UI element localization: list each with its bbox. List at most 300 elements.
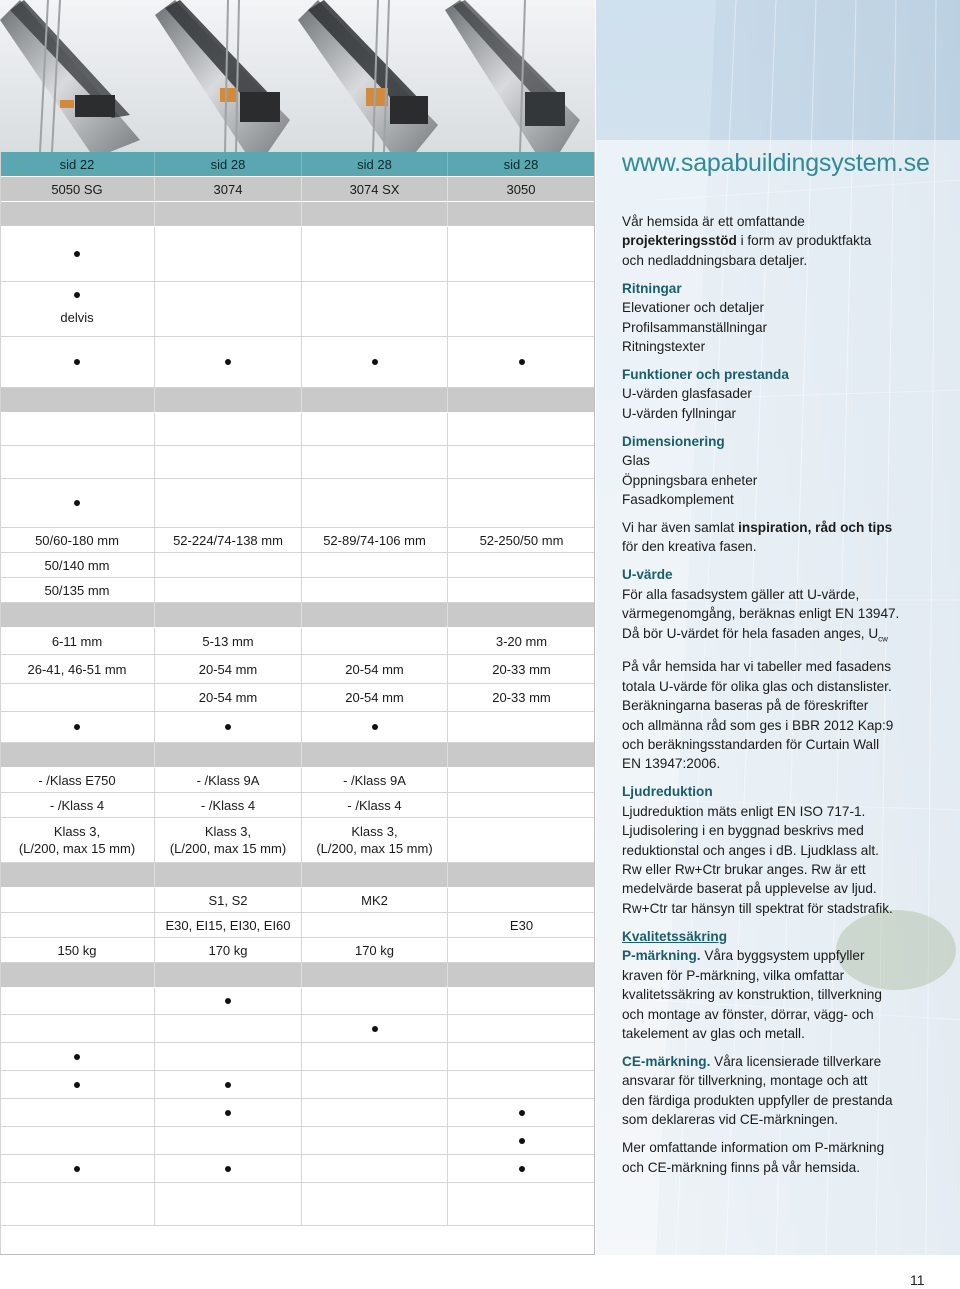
table-row: [0, 793, 595, 818]
uvarde-line: värmegenomgång, beräknas enligt EN 13947.: [622, 606, 900, 622]
table-cell: [155, 1155, 302, 1182]
table-row: [0, 1127, 595, 1155]
table-cell: [0, 202, 155, 226]
table-cell: [155, 1015, 302, 1042]
bullet-dot: [74, 724, 80, 730]
table-cell: [448, 938, 595, 962]
uvarde-heading: U-värde: [622, 567, 673, 583]
table-cell: [155, 628, 302, 654]
text-line: Rw+Ctr tar hänsyn till spektrat för stadstrafik.: [622, 900, 893, 916]
table-cell: [302, 655, 448, 683]
table-row: [0, 1015, 595, 1043]
table-cell: [302, 793, 448, 817]
table-cell: [0, 227, 155, 281]
table-cell: [448, 913, 595, 937]
table-cell: [302, 578, 448, 602]
text-line: Våra licensierade tillverkare: [710, 1053, 882, 1069]
text-line: Mer omfattande information om P-märkning: [622, 1140, 885, 1156]
table-cell: [0, 963, 155, 987]
table-row: [0, 337, 595, 388]
table-cell: [0, 1015, 155, 1042]
table-body: [0, 202, 595, 1226]
cell-text: Klass 3,: [53, 824, 101, 839]
table-cell: [0, 528, 155, 552]
table-cell: [155, 963, 302, 987]
table-section-divider: [0, 743, 595, 768]
table-cell: [448, 1127, 595, 1154]
table-cell: [155, 528, 302, 552]
header-cell: sid 28: [155, 152, 302, 176]
text-line: kvalitetssäkring av konstruktion, tillverkning: [622, 987, 882, 1003]
table-cell: [0, 603, 155, 627]
bullet-dot: [74, 1054, 80, 1060]
bullet-dot: [225, 998, 231, 1004]
cell-text: (L/200, max 15 mm): [18, 841, 136, 856]
table-cell: [0, 888, 155, 912]
intro-bold: projekteringsstöd: [622, 233, 737, 249]
table-cell: [302, 227, 448, 281]
table-cell: [155, 202, 302, 226]
funktioner-section: [622, 365, 952, 423]
table-cell: [448, 1099, 595, 1126]
table-cell: [448, 1183, 595, 1225]
cell-text: 50/140 mm: [44, 557, 110, 573]
table-cell: [155, 578, 302, 602]
bullet-dot: [519, 359, 525, 365]
page-number: 11: [910, 1272, 925, 1288]
table-row: [0, 446, 595, 479]
table-cell: [0, 1155, 155, 1182]
table-cell: [302, 938, 448, 962]
text-line: På vår hemsida har vi tabeller med fasadens: [622, 659, 891, 675]
table-cell: [155, 1127, 302, 1154]
table-cell: [0, 743, 155, 767]
ljud-heading: Ljudreduktion: [622, 784, 713, 800]
dimensionering-section: [622, 432, 952, 510]
cell-text: 20-54 mm: [345, 661, 404, 677]
table-cell: [0, 1127, 155, 1154]
table-cell: [302, 603, 448, 627]
table-cell: [155, 1043, 302, 1070]
table-cell: [0, 768, 155, 792]
table-cell: [0, 913, 155, 937]
table-cell: [448, 1155, 595, 1182]
bullet-dot: [225, 1166, 231, 1172]
table-cell: [0, 628, 155, 654]
table-row: [0, 578, 595, 603]
profile-photo-5050sg: [0, 0, 150, 152]
cell-text: 26-41, 46-51 mm: [27, 661, 127, 677]
table-cell: [448, 1015, 595, 1042]
table-cell: [302, 1043, 448, 1070]
bullet-dot: [74, 500, 80, 506]
table-row: [0, 938, 595, 963]
table-cell: [448, 413, 595, 445]
table-cell: [448, 863, 595, 887]
info-text: [622, 148, 952, 1186]
cell-text: 20-54 mm: [198, 690, 258, 705]
table-cell: [302, 282, 448, 336]
ritningar-section: [622, 279, 952, 357]
table-cell: [0, 553, 155, 577]
table-cell: [302, 202, 448, 226]
profile-photo-3074: [150, 0, 298, 152]
table-cell: [302, 888, 448, 912]
table-cell: [448, 578, 595, 602]
table-cell: [302, 1015, 448, 1042]
ce-marking-lead: CE-märkning.: [622, 1053, 711, 1069]
table-cell: [0, 413, 155, 445]
cell-text: 50/60-180 mm: [35, 532, 119, 548]
table-row: [0, 988, 595, 1015]
table-cell: [0, 578, 155, 602]
table-cell: [155, 988, 302, 1014]
table-cell: [302, 913, 448, 937]
table-row: [0, 528, 595, 553]
text-line: Rw eller Rw+Ctr brukar anges. Rw är ett: [622, 862, 866, 878]
profile-photo-3050: [445, 0, 595, 152]
table-cell: [155, 863, 302, 887]
text-line: EN 13947:2006.: [622, 756, 721, 772]
table-cell: [0, 988, 155, 1014]
table-cell: [448, 479, 595, 527]
table-cell: [302, 743, 448, 767]
table-cell: [0, 388, 155, 412]
table-cell: [302, 988, 448, 1014]
table-border-left: [0, 152, 1, 1255]
table-subheader-row: [0, 177, 595, 202]
bullet-dot: [74, 1082, 80, 1088]
system-name-cell: 3050: [448, 177, 595, 201]
table-cell: [448, 712, 595, 742]
table-cell: [0, 446, 155, 478]
table-header-row: [0, 152, 595, 177]
table-cell: [0, 655, 155, 683]
system-comparison-table: [0, 152, 595, 1226]
table-row: [0, 712, 595, 743]
system-name-cell: 3074 SX: [302, 177, 448, 201]
text-line: Våra byggsystem uppfyller: [700, 948, 865, 964]
table-cell: [302, 818, 448, 862]
list-item: Elevationer och detaljer: [622, 300, 765, 316]
text-line: takelement av glas och metall.: [622, 1025, 805, 1041]
table-cell: [448, 818, 595, 862]
table-row: [0, 1099, 595, 1127]
table-section-divider: [0, 863, 595, 888]
intro-line: Vår hemsida är ett omfattande: [622, 214, 805, 229]
cell-text: (L/200, max 15 mm): [316, 841, 433, 856]
cell-text: 20-54 mm: [345, 690, 404, 705]
bullet-dot: [519, 1110, 525, 1116]
table-cell: [448, 528, 595, 552]
table-cell: [302, 1071, 448, 1098]
table-cell: [0, 818, 155, 862]
table-cell: [448, 963, 595, 987]
header-cell: sid 28: [302, 152, 448, 176]
table-cell: [0, 1043, 155, 1070]
cell-text: 5-13 mm: [202, 633, 254, 649]
list-item: Profilsammanställningar: [622, 319, 768, 335]
bullet-dot: [519, 1166, 525, 1172]
table-cell: [0, 863, 155, 887]
cell-text: Klass 3,: [204, 824, 252, 839]
table-cell: [448, 603, 595, 627]
table-cell: [0, 1183, 155, 1225]
inspiration-bold: inspiration, råd och tips: [738, 520, 893, 536]
table-row: [0, 227, 595, 282]
cell-text: 3-20 mm: [495, 633, 548, 649]
table-cell: [155, 603, 302, 627]
mer-paragraph: [622, 1138, 952, 1177]
cell-text: - /Klass 9A: [343, 772, 406, 788]
uvarde-line: För alla fasadsystem gäller att U-värde,: [622, 586, 860, 602]
tabeller-paragraph: [622, 657, 952, 773]
table-row: [0, 655, 595, 684]
list-item: Glas: [622, 453, 650, 469]
list-item: Ritningstexter: [622, 339, 706, 355]
kvalitet-section: [622, 927, 952, 1043]
table-cell: [302, 1155, 448, 1182]
table-cell: [155, 684, 302, 711]
bullet-dot: [372, 724, 378, 730]
table-cell: [448, 988, 595, 1014]
cell-text: delvis: [60, 309, 94, 325]
dimensionering-heading: Dimensionering: [622, 433, 725, 449]
table-cell: [155, 768, 302, 792]
table-cell: [448, 793, 595, 817]
table-cell: [155, 888, 302, 912]
table-row: [0, 768, 595, 793]
website-url-link[interactable]: www.sapabuildingsystem.se: [622, 149, 930, 177]
cell-text: - /Klass E750: [38, 772, 116, 788]
table-cell: [302, 712, 448, 742]
text-line: reduktionstal och anges i dB. Ljudklass alt.: [622, 842, 879, 858]
intro-line: och nedladdningsbara detaljer.: [622, 252, 808, 268]
table-cell: [302, 413, 448, 445]
list-item: Öppningsbara enheter: [622, 472, 758, 488]
table-cell: [448, 768, 595, 792]
text-line: Ljudisolering i en byggnad beskrivs med: [622, 823, 864, 839]
table-cell: [302, 479, 448, 527]
bullet-dot: [74, 1166, 80, 1172]
table-row: [0, 413, 595, 446]
table-cell: [0, 712, 155, 742]
table-cell: [448, 337, 595, 387]
text-line: och montage av fönster, dörrar, vägg- och: [622, 1006, 874, 1022]
table-cell: [448, 553, 595, 577]
table-cell: [302, 628, 448, 654]
table-cell: [155, 413, 302, 445]
cell-text: Klass 3,: [351, 824, 398, 839]
table-row: [0, 1155, 595, 1183]
cell-text: (L/200, max 15 mm): [169, 841, 287, 856]
table-cell: [302, 528, 448, 552]
kvalitet-heading: Kvalitetssäkring: [622, 928, 728, 944]
table-cell: [302, 1127, 448, 1154]
ljud-section: [622, 782, 952, 918]
bullet-dot: [372, 1026, 378, 1032]
cell-text: - /Klass 4: [49, 797, 105, 813]
table-cell: [0, 684, 155, 711]
inspiration-text: Vi har även samlat: [622, 520, 739, 536]
text-line: kraven för P-märkning, vilka omfattar: [622, 967, 845, 983]
cell-text: 170 kg: [208, 942, 248, 958]
bullet-dot: [225, 359, 231, 365]
table-section-divider: [0, 202, 595, 227]
table-row: [0, 913, 595, 938]
bullet-dot: [519, 1138, 525, 1144]
cell-text: 50/135 mm: [44, 582, 110, 598]
table-cell: [0, 337, 155, 387]
table-cell: [155, 227, 302, 281]
cell-text: - /Klass 9A: [196, 772, 260, 788]
table-cell: [0, 793, 155, 817]
list-item: U-värden glasfasader: [622, 386, 752, 402]
table-cell: [155, 913, 302, 937]
table-cell: [155, 743, 302, 767]
bullet-dot: [225, 1082, 231, 1088]
text-line: ansvarar för tillverkning, montage och att: [622, 1073, 868, 1089]
profile-photos: [0, 0, 595, 152]
table-cell: [448, 1071, 595, 1098]
inspiration-paragraph: [622, 518, 952, 557]
table-cell: [448, 655, 595, 683]
cell-text: 170 kg: [354, 942, 395, 958]
bullet-dot: [225, 724, 231, 730]
bullet-dot: [74, 292, 80, 298]
table-cell: [448, 684, 595, 711]
table-cell: [155, 938, 302, 962]
cell-text: S1, S2: [208, 892, 248, 908]
table-cell: [448, 628, 595, 654]
cell-text: 20-54 mm: [198, 661, 258, 677]
table-row: [0, 1043, 595, 1071]
list-item: Fasadkomplement: [622, 492, 734, 508]
table-cell: [448, 743, 595, 767]
table-row: [0, 628, 595, 655]
list-item: U-värden fyllningar: [622, 405, 737, 421]
ce-section: [622, 1052, 952, 1130]
table-cell: [448, 388, 595, 412]
table-cell: [0, 1099, 155, 1126]
cell-text: 20-33 mm: [492, 661, 551, 677]
cell-text: E30, EI15, EI30, EI60: [165, 917, 291, 933]
table-cell: [302, 684, 448, 711]
table-cell: [155, 479, 302, 527]
cell-text: 6-11 mm: [51, 633, 103, 649]
table-cell: [302, 1099, 448, 1126]
p-marking-lead: P-märkning.: [622, 948, 701, 964]
text-line: medelvärde baserat på upplevelse av ljud.: [622, 881, 877, 897]
table-cell: [302, 337, 448, 387]
text-line: den färdiga produkten uppfyller de prestanda: [622, 1092, 893, 1108]
profile-photo-3074sx: [298, 0, 445, 152]
uvarde-subscript: cw: [878, 634, 888, 644]
table-cell: [155, 818, 302, 862]
table-row: [0, 1071, 595, 1099]
text-line: och allmänna råd som ges i BBR 2012 Kap:9: [622, 717, 894, 733]
table-row: [0, 282, 595, 337]
table-cell: [448, 1043, 595, 1070]
cell-text: 52-224/74-138 mm: [173, 532, 283, 548]
table-cell: [302, 1183, 448, 1225]
cell-text: 150 kg: [57, 942, 97, 958]
table-cell: [155, 337, 302, 387]
table-cell: [155, 1099, 302, 1126]
table-cell: [0, 479, 155, 527]
table-cell: [155, 1183, 302, 1225]
table-cell: [155, 655, 302, 683]
table-cell: [155, 446, 302, 478]
table-row: [0, 888, 595, 913]
table-cell: [0, 282, 155, 336]
table-section-divider: [0, 388, 595, 413]
table-row: [0, 684, 595, 712]
text-line: som deklareras vid CE-märkningen.: [622, 1112, 839, 1128]
cell-text: - /Klass 4: [200, 797, 256, 813]
funktioner-heading: Funktioner och prestanda: [622, 367, 789, 383]
table-cell: [448, 282, 595, 336]
cell-text: MK2: [361, 892, 388, 908]
table-cell: [155, 793, 302, 817]
text-line: totala U-värde för olika glas och distanslister.: [622, 678, 892, 694]
table-cell: [155, 712, 302, 742]
table-cell: [448, 446, 595, 478]
bullet-dot: [74, 359, 80, 365]
table-cell: [0, 938, 155, 962]
intro-paragraph: [622, 212, 952, 270]
inspiration-text: för den kreativa fasen.: [622, 539, 757, 555]
table-row: [0, 479, 595, 528]
table-row: [0, 1183, 595, 1226]
text-line: och CE-märkning finns på vår hemsida.: [622, 1159, 860, 1175]
table-section-divider: [0, 603, 595, 628]
bullet-dot: [74, 251, 80, 257]
table-cell: [302, 768, 448, 792]
table-cell: [155, 1071, 302, 1098]
table-cell: [155, 388, 302, 412]
table-cell: [448, 227, 595, 281]
table-border-bottom: [0, 1254, 595, 1255]
cell-text: 52-250/50 mm: [479, 532, 564, 548]
uvarde-section: [622, 565, 952, 648]
header-cell: sid 28: [448, 152, 595, 176]
table-cell: [155, 282, 302, 336]
table-row: [0, 818, 595, 863]
table-cell: [302, 553, 448, 577]
cell-text: 20-33 mm: [492, 690, 551, 705]
system-name-cell: 5050 SG: [0, 177, 155, 201]
table-border-right: [594, 152, 595, 1255]
intro-line: i form av produktfakta: [736, 233, 872, 249]
system-name-cell: 3074: [155, 177, 302, 201]
table-cell: [448, 202, 595, 226]
cell-text: 52-89/74-106 mm: [323, 532, 426, 548]
text-line: Ljudreduktion mäts enligt EN ISO 717-1.: [622, 803, 866, 819]
cell-text: - /Klass 4: [347, 797, 402, 813]
table-cell: [155, 553, 302, 577]
text-line: och beräkningsstandarden för Curtain Wall: [622, 737, 880, 753]
table-cell: [302, 863, 448, 887]
table-row: [0, 553, 595, 578]
table-cell: [302, 446, 448, 478]
text-line: Beräkningarna baseras på de föreskrifter: [622, 698, 869, 714]
header-cell: sid 22: [0, 152, 155, 176]
ritningar-heading: Ritningar: [622, 280, 682, 296]
uvarde-line: Då bör U-värdet för hela fasaden anges, U: [622, 625, 879, 641]
bullet-dot: [225, 1110, 231, 1116]
table-section-divider: [0, 963, 595, 988]
